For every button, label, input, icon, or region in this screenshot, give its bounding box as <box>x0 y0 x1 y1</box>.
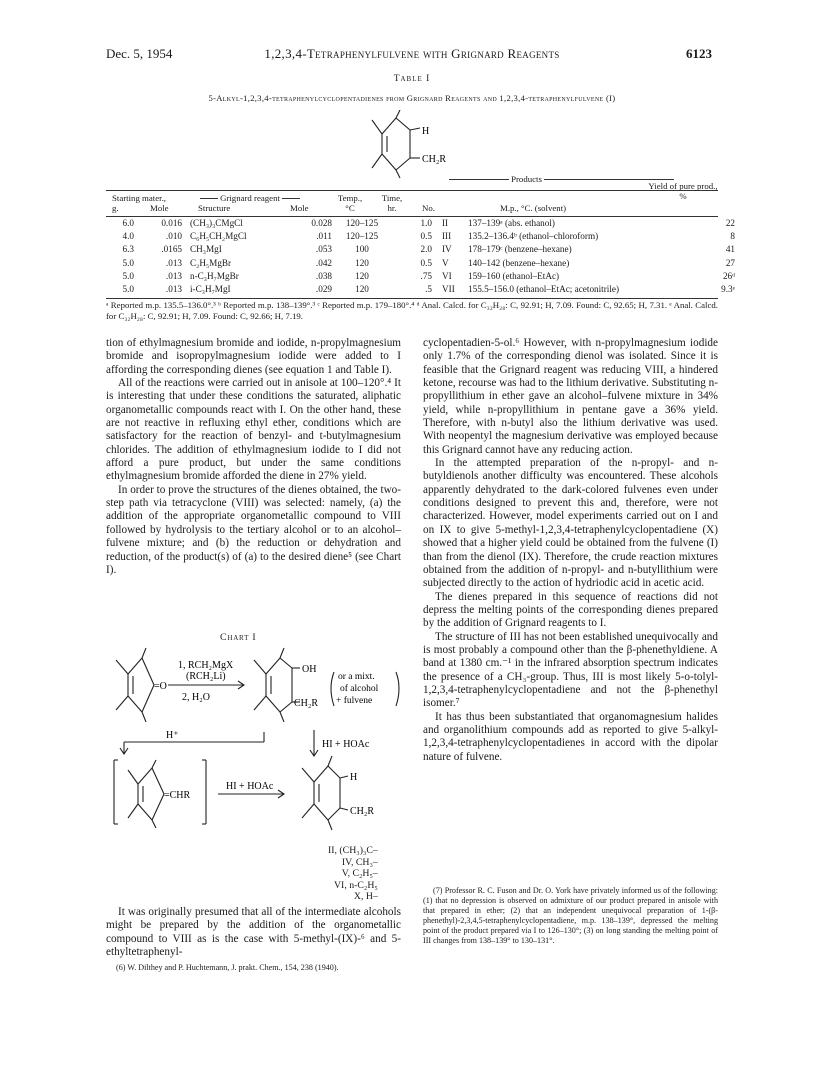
header-temp: Temp., <box>337 193 363 203</box>
table-cell: 0.5 <box>420 257 432 268</box>
table-cell: .013 <box>165 270 182 281</box>
table-cell: 27 <box>725 257 735 268</box>
table-header-rule <box>106 216 718 217</box>
table-cell: 155.5–156.0 (ethanol–EtAc; acetonitrile) <box>468 283 620 294</box>
header-structure: Structure <box>198 203 231 213</box>
chart-o: =O <box>154 681 167 692</box>
chart-chr: =CHR <box>164 790 191 801</box>
data-table <box>110 218 735 297</box>
table-cell: .0165 <box>161 244 182 255</box>
table-cell: (CH₃)₃CMgCl <box>190 218 243 228</box>
chart-mix-3: + fulvene <box>336 696 373 706</box>
chart-step1: 1, RCH₂MgX <box>178 660 234 671</box>
table-cell: i-C₃H₇MgI <box>190 283 231 294</box>
table-row <box>110 231 735 244</box>
footnote-7: (7) Professor R. C. Fuson and Dr. O. York have privately informed us of the following: (1) that no depression is observed on admixture of our product prepared in anisole with that prepared in ether; (2) that an independent unequivocal preparation of 1-(β-phenethyl)-2,3,4,5-tetraphenylcyclopentadiene, m.p. 138–139°, depressed the melting point of the product prepared via I to 126–130°; (3) on long standing the melting point of III changes from 138–139° to 130–131°. <box>423 886 718 945</box>
chart-legend <box>328 845 378 903</box>
paragraph: The structure of III has not been established unequivocally and is most probably a compound other than the β-phenethyldiene. A band at 1380 cm.⁻¹ in the infrared absorption spectrum indicates the presence of a CH₃-group. Thus, III is most likely 5-o-tolyl-1,2,3,4-tetraphenylcyclopentadiene and not the β-phenethyl isomer.⁷ <box>423 630 718 710</box>
table-cell: .011 <box>316 231 332 242</box>
table-cell: .053 <box>315 244 332 255</box>
table-cell: 120 <box>355 283 369 294</box>
table-cell: 159–160 (ethanol–EtAc) <box>468 270 560 281</box>
table-row <box>110 271 735 284</box>
table-cell: VII <box>442 283 455 294</box>
table-cell: 22 <box>725 218 735 228</box>
running-date: Dec. 5, 1954 <box>106 46 173 61</box>
table-label: Table I <box>393 74 431 84</box>
header-g: g. <box>112 203 119 213</box>
chart-scheme <box>106 644 406 864</box>
table-cell: 8 <box>730 231 735 242</box>
table-cell: 41 <box>725 244 735 255</box>
chart-hi-mid: HI + HOAc <box>226 781 274 792</box>
header-time: Time, <box>381 193 403 203</box>
chart-hi-right: HI + HOAc <box>322 739 370 750</box>
table-cell: C₆H₅CH₂MgCl <box>190 231 247 242</box>
table-row <box>110 218 735 231</box>
table-cell: .042 <box>315 257 332 268</box>
table-cell: 4.0 <box>122 231 134 242</box>
table-cell: .013 <box>165 283 182 294</box>
fulvene-structure <box>360 110 500 180</box>
table-cell: 0.016 <box>161 218 182 228</box>
paragraph: In order to prove the structures of the dienes obtained, the two-step path via tetracyclone (VIII) was selected: namely, (a) the addition of the appropriate organometallic compound to VIII followed by hydrolysis to the tertiary alcohol or to an alcohol–fulvene mixture; and (b) the reduction or dehydration and reduction, of the product(s) of (a) to the desired diene⁵ (see Chart I). <box>106 483 401 576</box>
paragraph: All of the reactions were carried out in anisole at 100–120°.⁴ It is interesting that under these conditions the saturated, aliphatic organometallic compounds react with I. On the other hand, these are not reactive in refluxing ethyl ether, conditions which are satisfactory for the reaction of benzyl- and t-butylmagnesium chlorides. The addition of ethylmagnesium iodide to I did not afford a pure product, but under the same conditions ethylmagnesium bromide afforded the diene in 27% yield. <box>106 377 401 483</box>
chart-mix-2: of alcohol <box>340 684 379 694</box>
page-number: 6123 <box>686 46 712 61</box>
table-cell: CH₃MgI <box>190 244 222 255</box>
table-cell: 140–142 (benzene–hexane) <box>468 257 570 268</box>
table-cell: 178–179ᶜ (benzene–hexane) <box>468 244 572 255</box>
table-cell: II <box>442 218 449 228</box>
products-header: Products <box>424 174 699 185</box>
chart-step2: 2, H₂O <box>182 692 210 703</box>
running-title: 1,2,3,4-Tetraphenylfulvene with Grignard Reagents <box>264 46 560 61</box>
table-cell: 5.0 <box>122 257 134 268</box>
paragraph: It was originally presumed that all of the intermediate alcohols might be prepared by the addition of the organometallic compound to VIII as is the case with 5-methyl-(IX)-⁶ and 5-ethyltetraphenyl- <box>106 906 401 959</box>
table-row <box>110 258 735 271</box>
legend-item: X, H– <box>353 891 378 902</box>
header-grignard-reagent: Grignard reagent <box>190 193 310 204</box>
table-cell: .029 <box>315 283 332 294</box>
table-cell: .013 <box>165 257 182 268</box>
yield-header: Yield of pure prod., % <box>648 181 718 201</box>
table-cell: 0.5 <box>420 231 432 242</box>
header-temp-unit: °C <box>345 203 355 213</box>
legend-item: IV, CH₃– <box>341 856 378 868</box>
header-time-unit: hr. <box>387 203 397 213</box>
header-no: No. <box>422 203 435 213</box>
chart-prod-r: CH₂R <box>350 806 375 817</box>
chart-step1b: (RCH₂Li) <box>186 671 226 682</box>
table-cell: 1.0 <box>420 218 432 228</box>
table-cell: .75 <box>420 270 432 281</box>
table-cell: .038 <box>315 270 332 281</box>
table-row <box>110 244 735 257</box>
table-cell: .5 <box>425 283 432 294</box>
table-cell: 100 <box>355 244 369 255</box>
footnote-6: (6) W. Dilthey and P. Huchtemann, J. prakt. Chem., 154, 238 (1940). <box>116 963 339 972</box>
left-column-after-chart <box>106 906 401 959</box>
table-cell: 120 <box>355 270 369 281</box>
struct-r: CH₂R <box>422 154 447 165</box>
table-cell: n-C₃H₇MgBr <box>190 270 239 281</box>
left-column-text <box>106 337 401 577</box>
legend-item: VI, n-C₂H₅ <box>333 879 378 891</box>
header-mole-1: Mole <box>150 203 169 213</box>
chart-prod-h: H <box>350 772 358 783</box>
table-caption: 5-Alkyl-1,2,3,4-tetraphenylcyclopentadienes from Grignard Reagents and 1,2,3,4-tetraphenylfulvene (I) <box>208 93 616 103</box>
table-cell: 2.0 <box>420 244 432 255</box>
table-cell: 6.3 <box>122 244 134 255</box>
table-cell: 135.2–136.4ᵇ (ethanol–chloroform) <box>468 231 599 242</box>
header-mp: M.p., °C. (solvent) <box>500 203 567 213</box>
chart-oh: OH <box>302 664 317 675</box>
table-cell: 26ᵈ <box>722 270 735 281</box>
paragraph: The dienes prepared in this sequence of reactions did not depress the melting points of the corresponding dienes prepared by the addition of Grignard reagents to I. <box>423 590 718 630</box>
header-mole-2: Mole <box>290 203 309 213</box>
chart-label: Chart I <box>220 632 257 643</box>
table-cell: 5.0 <box>122 283 134 294</box>
table-cell: 6.0 <box>122 218 134 228</box>
table-footnotes: ᵃ Reported m.p. 135.5–136.0°.³ ᵇ Reported m.p. 138–139°.³ ᶜ Reported m.p. 179–180°.⁴ ᵈ Anal. Calcd. for C₃₂H₂₈: C, 92.91; H, 7.09. Found: C, 92.65; H, 7.31. ᵉ Anal. Calcd. for C₃₂H₂₈: C, 92.91; H, 7.09. Found: C, 92.66; H, 7.19. <box>106 300 718 321</box>
paragraph: It has thus been substantiated that organomagnesium halides and organolithium compounds add as reported to give 5-alkyl-1,2,3,4-tetraphenylcyclopentadienes in accord with the dipolar nature of fulvene. <box>423 710 718 763</box>
right-column-text <box>423 337 718 764</box>
table-cell: 120–125 <box>345 231 379 242</box>
table-cell: III <box>442 231 452 242</box>
table-cell: 120 <box>355 257 369 268</box>
table-cell: 120–125 <box>345 218 379 228</box>
table-cell: 5.0 <box>122 270 134 281</box>
table-cell: .010 <box>165 231 182 242</box>
table-cell: IV <box>442 244 452 255</box>
legend-item: V, C₂H₅– <box>341 868 378 879</box>
table-cell: V <box>442 257 449 268</box>
table-cell: C₂H₅MgBr <box>190 257 232 268</box>
table-row <box>110 284 735 297</box>
table-cell: VI <box>442 270 452 281</box>
table-cell: 9.3ᵉ <box>721 283 735 294</box>
header-starting-mater: Starting mater., <box>112 193 166 203</box>
table-top-rule <box>106 190 718 191</box>
legend-item: II, (CH₃)₃C– <box>328 845 378 856</box>
table-bottom-rule <box>106 298 718 299</box>
chart-ch2r: CH₂R <box>294 698 319 709</box>
chart-hplus: H⁺ <box>166 730 179 741</box>
paragraph: tion of ethylmagnesium bromide and iodide, n-propylmagnesium bromide and isopropylmagnesium iodide were added to I affording the corresponding dienes (see equation 1 and Table I). <box>106 337 401 376</box>
paragraph: In the attempted preparation of the n-propyl- and n-butyldienols another difficulty was encountered. These alcohols apparently dehydrated to the dark-colored fulvenes even under conditions designed to prevent this and, therefore, were not characterized. However, model experiments carried out on I and on IX to give 5-methyl-1,2,3,4-tetraphenylcyclopentadiene (X) showed that a higher yield could be obtained from the fulvene (I) than from the dienol (IX). Therefore, the crude reaction mixtures obtained from the addition of n-propyl- and n-butyllithium were subjected directly to the action of hydriodic acid in acetic acid. <box>423 457 718 590</box>
table-cell: 0.028 <box>311 218 332 228</box>
table-cell: 137–139ᵃ (abs. ethanol) <box>468 218 555 228</box>
paragraph: cyclopentadien-5-ol.⁶ However, with n-propylmagnesium iodide only 1.7% of the corresponding dienol was isolated. Since it is feasible that the Grignard reagent was reducing VIII, a hindered ketone, recourse was had to the lithium derivative. Substituting n-propyllithium in ether gave an alcohol–fulvene mixture in 34% yield, while n-propyllithium in pentane gave a 36% yield. Therefore, with n-butyl also the lithium derivative was used. With neopentyl the magnesium derivative was employed because this Grignard cannot have any reducing action. <box>423 337 718 456</box>
chart-mix-1: or a mixt. <box>338 672 375 682</box>
struct-h: H <box>422 126 430 137</box>
